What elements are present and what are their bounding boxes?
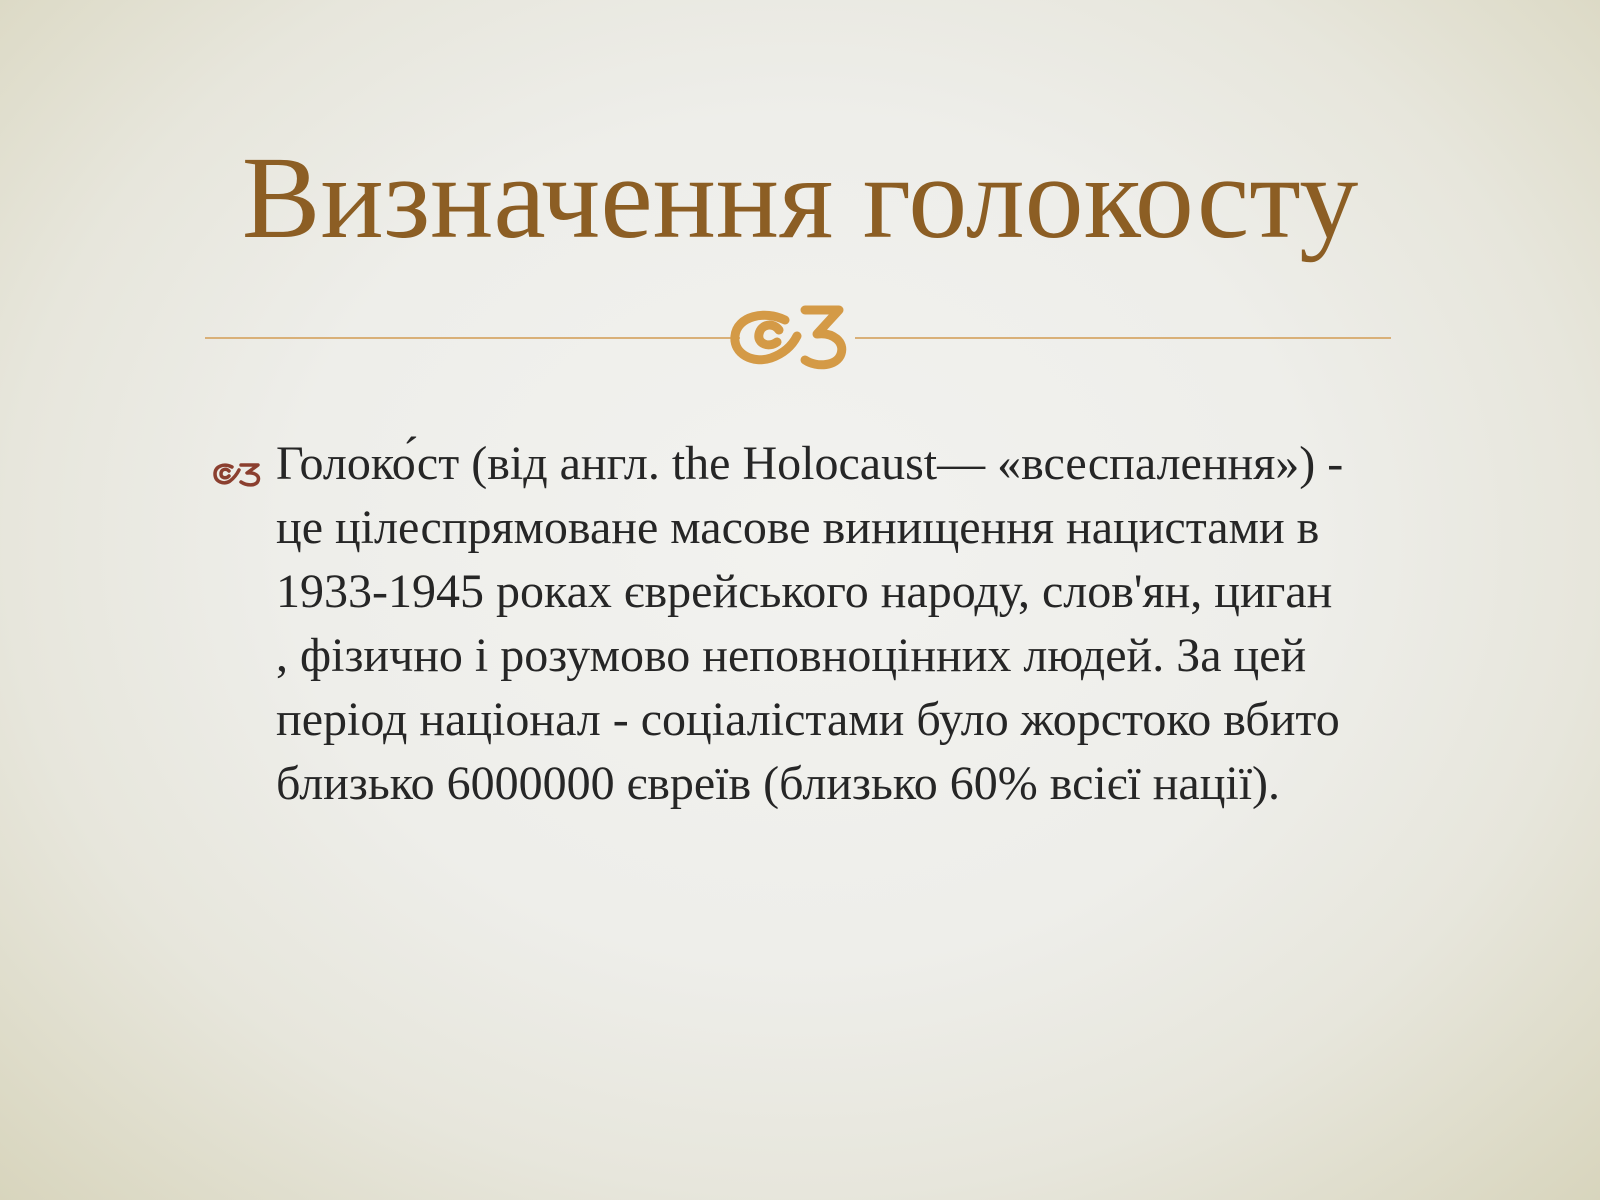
definition-paragraph: Голоко́ст (від англ. the Holocaust— «всеспалення») - це цілеспрямоване масове винищення нацистами в 1933-1945 роках єврейського народу, слов'ян, циган , фізично і розумово неповноцінних людей. За цей період націонал - соціалістами було жорстоко вбито близько 6000000 євреїв (близько 60% всієї нації). <box>276 437 1344 810</box>
flourish-ornament-icon <box>735 310 842 365</box>
slide-title: Визначення голокосту <box>241 132 1359 263</box>
flourish-bullet-icon <box>212 460 264 488</box>
title-divider <box>205 296 1391 376</box>
body-text-block <box>212 432 1352 816</box>
